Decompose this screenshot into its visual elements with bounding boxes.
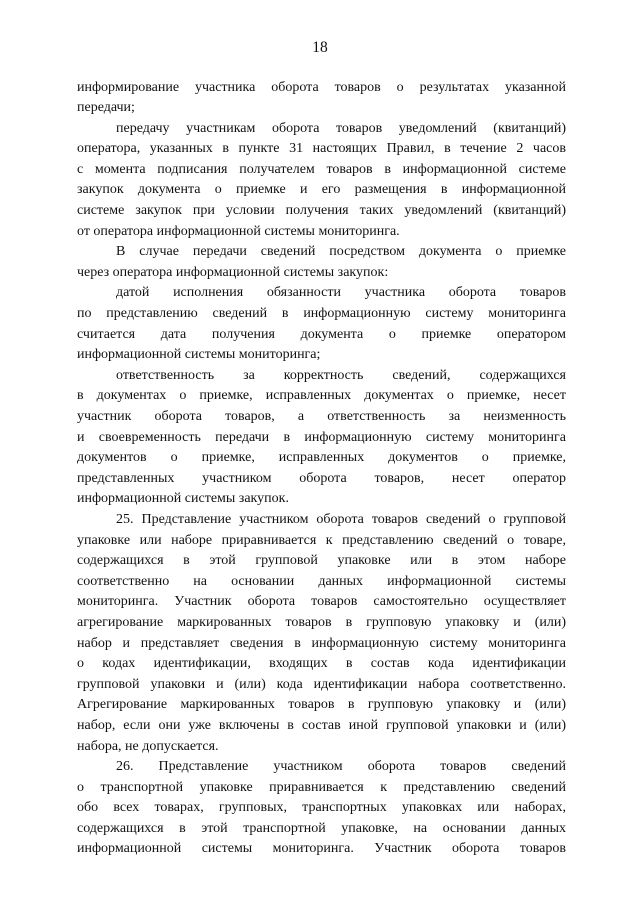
text-line: в документах о приемке, исправленных документах о приемке, несет: [77, 388, 566, 404]
text-line: набор и представляет сведения в информационную систему мониторинга: [77, 635, 566, 651]
text-line: набор, если они уже включены в состав иной групповой упаковки и (или): [77, 717, 566, 733]
text-line: В случае передачи сведений посредством документа о приемке: [116, 244, 566, 260]
text-line: документов о приемке, исправленных документов о приемке,: [77, 450, 566, 466]
text-line: информационной системы мониторинга;: [77, 347, 321, 363]
text-line: мониторинга. Участник оборота товаров самостоятельно осуществляет: [77, 594, 566, 610]
text-line: содержащихся в этой транспортной упаковке, на основании данных: [77, 820, 566, 836]
page-number: 18: [312, 39, 328, 56]
text-line: представленных участником оборота товаров, несет оператор: [77, 470, 566, 486]
text-line: о транспортной упаковке приравнивается к представлению сведений: [77, 779, 566, 795]
text-line: информационной системы мониторинга. Участник оборота товаров: [77, 841, 566, 857]
text-line: участник оборота товаров, а ответственность за неизменность: [77, 409, 566, 424]
text-line: от оператора информационной системы мониторинга.: [77, 223, 400, 239]
text-line: через оператора информационной системы закупок:: [77, 264, 389, 280]
text-line: по представлению сведений в информационную систему мониторинга: [77, 306, 566, 322]
text-line: информирование участника оборота товаров о результатах указанной: [77, 79, 566, 95]
paragraph: [77, 757, 566, 860]
text-line: и своевременность передачи в информационную систему мониторинга: [77, 429, 566, 445]
document-body: [77, 78, 566, 861]
text-line: соответственно на основании данных информационной системы: [77, 573, 566, 589]
text-line: набора, не допускается.: [77, 738, 219, 754]
text-line: групповой упаковки и (или) кода идентификации набора соответственно.: [77, 676, 566, 692]
text-line: ответственность за корректность сведений, содержащихся: [116, 367, 566, 383]
text-line: 25. Представление участником оборота товаров сведений о групповой: [116, 511, 566, 527]
text-line: передачу участникам оборота товаров уведомлений (квитанций): [116, 120, 566, 136]
paragraph: [77, 283, 566, 365]
paragraph: [77, 242, 566, 283]
paragraph: [77, 510, 566, 757]
text-line: оператора, указанных в пункте 31 настоящих Правил, в течение 2 часов: [77, 141, 566, 157]
text-line: считается дата получения документа о приемке оператором: [77, 326, 566, 342]
text-line: с момента подписания получателем товаров в информационной системе: [77, 161, 566, 177]
text-line: Агрегирование маркированных товаров в групповую упаковку и (или): [77, 697, 566, 713]
text-line: содержащихся в этой групповой упаковке или в этом наборе: [77, 553, 566, 569]
text-line: информационной системы закупок.: [77, 491, 289, 507]
text-line: агрегирование маркированных товаров в групповую упаковку и (или): [77, 614, 566, 630]
paragraph: [77, 78, 566, 119]
text-line: 26. Представление участником оборота товаров сведений: [116, 759, 566, 775]
text-line: датой исполнения обязанности участника оборота товаров: [116, 285, 566, 301]
paragraph: [77, 366, 566, 510]
text-line: системе закупок при условии получения таких уведомлений (квитанций): [77, 203, 566, 219]
text-line: упаковке или наборе приравнивается к представлению сведений о товаре,: [77, 532, 566, 548]
paragraph: [77, 119, 566, 243]
text-line: о кодах идентификации, входящих в состав кода идентификации: [77, 656, 566, 672]
text-line: передачи;: [77, 100, 135, 116]
text-line: закупок документа о приемке и его размещения в информационной: [77, 182, 566, 198]
text-line: обо всех товарах, групповых, транспортных упаковках или наборах,: [77, 800, 566, 816]
